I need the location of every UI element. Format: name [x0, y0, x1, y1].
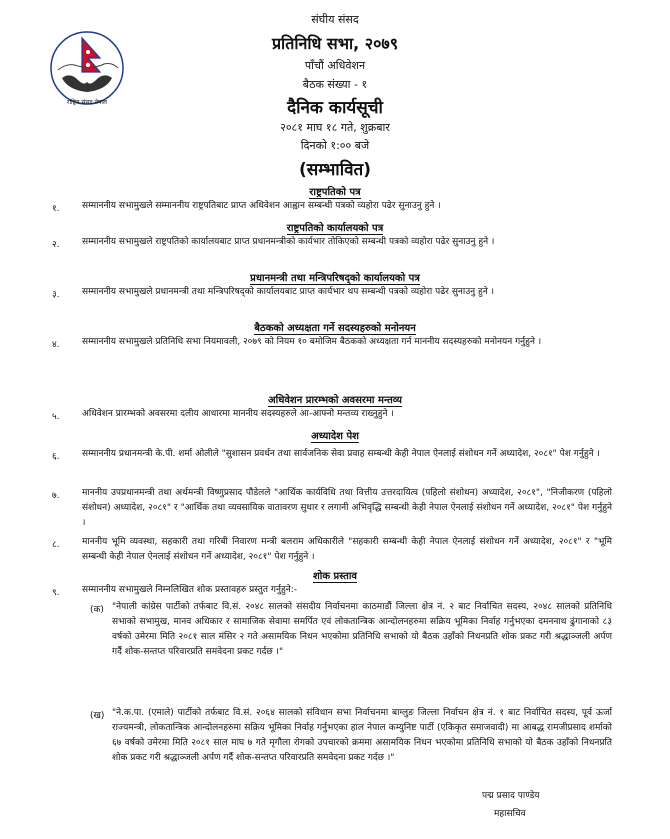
item-text: सम्माननीय सभामुखले सम्माननीय राष्ट्रपतिबाट प्राप्त अधिवेशन आह्वान सम्बन्धी पत्रको व्यहोरा पढेर सुनाउनु हुने ।	[82, 201, 441, 211]
section-heading-chair-nomination: बैठकको अध्यक्षता गर्ने सदस्यहरुको मनोनयन	[254, 323, 416, 334]
header-date: २०८१ माघ १८ गते, शुक्रबार	[280, 121, 390, 134]
header-meeting-number: बैठक संख्या - १	[302, 78, 368, 91]
header-tentative: (सम्भावित)	[298, 160, 372, 180]
item-number: ४.	[52, 340, 60, 350]
item-number: १.	[52, 204, 60, 214]
item-number: ५.	[52, 412, 60, 422]
section-heading-president-letter: राष्ट्रपतिको पत्र	[309, 187, 361, 198]
section-heading-pm-office-letter: प्रधानमन्त्री तथा मन्त्रिपरिषद्को कार्यालयको पत्र	[250, 273, 420, 284]
signatory-title: महासचिव	[494, 809, 526, 819]
section-heading-president-office-letter: राष्ट्रपतिको कार्यालयको पत्र	[286, 223, 384, 234]
item-number: ७.	[52, 491, 60, 501]
page-title: दैनिक कार्यसूची	[287, 98, 383, 118]
item-text: सम्माननीय सभामुखले प्रतिनिधि सभा नियमावली, २०७९ को नियम १० बमोजिम बैठकको अध्यक्षता गर्न माननीय सदस्यहरुको मनोनयन गर्नुहुने ।	[82, 337, 542, 347]
section-heading-session-remarks: अधिवेशन प्रारम्भको अवसरमा मन्तव्य	[267, 395, 402, 406]
section-heading-condolence: शोक प्रस्ताव	[313, 571, 357, 582]
item-text: माननीय उपप्रधानमन्त्री तथा अर्थमन्त्री विष्णुप्रसाद पौडेलले "आर्थिक कार्यविधि तथा वित्तीय उत्तरदायित्व (पहिलो संशोधन) अध्यादेश, २०८१", "निजीकरण (पहिलो संशोधन) अध्यादेश, २०८१" र "आर्थिक तथा व्यवसायिक वातावरण सुधार र लगानी अभिवृद्धि सम्बन्धी केही नेपाल ऐनलाई संशोधन गर्ने अध्यादेश, २०८१" पेश गर्नुहुने ।	[82, 488, 612, 528]
header-session: पाँचौं अधिवेशन	[304, 59, 366, 72]
emblem-caption: राष्ट्रिय संसद नेपाल	[66, 99, 108, 106]
section-heading-ordinance: अध्यादेश पेश	[311, 431, 359, 442]
header-time: दिनको १:०० बजे	[300, 139, 370, 152]
item-text: माननीय भूमि व्यवस्था, सहकारी तथा गरिबी निवारण मन्त्री बलराम अधिकारीले "सहकारी सम्बन्धी केही नेपाल ऐनलाई संशोधन गर्ने अध्यादेश, २०८१" र "भूमि सम्बन्धी केही नेपाल ऐनलाई संशोधन गर्ने अध्यादेश, २०८१" पेश गर्नुहुने ।	[82, 537, 612, 562]
subitem-number: (क)	[90, 605, 104, 615]
subitem-number: (ख)	[90, 711, 105, 721]
header-house: प्रतिनिधि सभा, २०७९	[271, 34, 399, 53]
item-number: ३.	[52, 290, 60, 300]
item-number: २.	[52, 240, 60, 250]
item-text: सम्माननीय सभामुखले प्रधानमन्त्री तथा मन्त्रिपरिषद्को कार्यालयबाट प्राप्त कार्यभार थप सम्बन्धी पत्रको व्यहोरा पढेर सुनाउनु हुने ।	[82, 287, 495, 297]
subitem-text: "नेपाली कांग्रेस पार्टीको तर्फबाट वि.सं. २०४८ सालको संसदीय निर्वाचनमा काठमाडौं जिल्ला क्षेत्र नं. २ बाट निर्वाचित सदस्य, २०४८ सालको प्रतिनिधि सभाको सभामुख, मानव अधिकार र सामाजिक सेवामा समर्पित एवं लोकतान्त्रिक आन्दोलनहरुमा सक्रिय भूमिका निर्वाह गर्नुभएका दमननाथ ढुंगानाको ८३ वर्षको उमेरमा मिति २०८१ साल मंसिर २ गते असामयिक निधन भएकोमा प्रतिनिधि सभाको यो बैठक उहाँको निधनप्रति शोक प्रकट गरी श्रद्धाञ्जली अर्पण गर्दै शोक-सन्तप्त परिवारप्रति समवेदना प्रकट गर्दछ ।"	[112, 602, 612, 657]
item-text: अधिवेशन प्रारम्भको अवसरमा दलीय आधारमा माननीय सदस्यहरुले आ-आफ्नो मन्तव्य राख्नुहुने ।	[82, 409, 394, 419]
header-parliament: संघीय संसद	[311, 13, 359, 26]
item-number: ९.	[52, 588, 60, 598]
signatory-name: पद्म प्रसाद पाण्डेय	[482, 791, 540, 801]
item-number: ८.	[52, 540, 60, 550]
item-number: ६.	[52, 452, 60, 462]
item-text: सम्माननीय सभामुखले निम्नलिखित शोक प्रस्तावहरु प्रस्तुत गर्नुहुने:-	[82, 585, 298, 595]
subitem-text: "ने.क.पा. (एमाले) पार्टीको तर्फबाट वि.सं. २०६४ सालको संविधान सभा निर्वाचनमा बाग्लुङ जिल्ला निर्वाचन क्षेत्र नं. १ बाट निर्वाचित सदस्य, पूर्व ऊर्जा राज्यमन्त्री, लोकतान्त्रिक आन्दोलनहरुमा सक्रिय भूमिका निर्वाह गर्नुभएका हाल नेपाल कम्युनिष्ट पार्टी (एकिकृत समाजवादी) मा आबद्ध रामजीप्रसाद शर्माको ६७ वर्षको उमेरमा मिति २०८१ साल माघ ७ गते मृगौला रोगको उपचारको क्रममा असामयिक निधन भएकोमा प्रतिनिधि सभाको यो बैठक उहाँको निधनप्रति शोक प्रकट गरी श्रद्धाञ्जली अर्पण गर्दै शोक-सन्तप्त परिवारप्रति समवेदना प्रकट गर्दछ ।"	[112, 708, 612, 763]
item-text: सम्माननीय सभामुखले राष्ट्रपतिको कार्यालयबाट प्राप्त प्रधानमन्त्रीको कार्यभार तोकिएको सम्बन्धी पत्रको व्यहोरा पढेर सुनाउनु हुने ।	[82, 237, 495, 247]
item-text: सम्माननीय प्रधानमन्त्री के.पी. शर्मा ओलीले "सुशासन प्रवर्धन तथा सार्वजनिक सेवा प्रवाह सम्बन्धी केही नेपाल ऐनलाई संशोधन गर्ने अध्यादेश, २०८१" पेश गर्नुहुने ।	[82, 449, 600, 459]
